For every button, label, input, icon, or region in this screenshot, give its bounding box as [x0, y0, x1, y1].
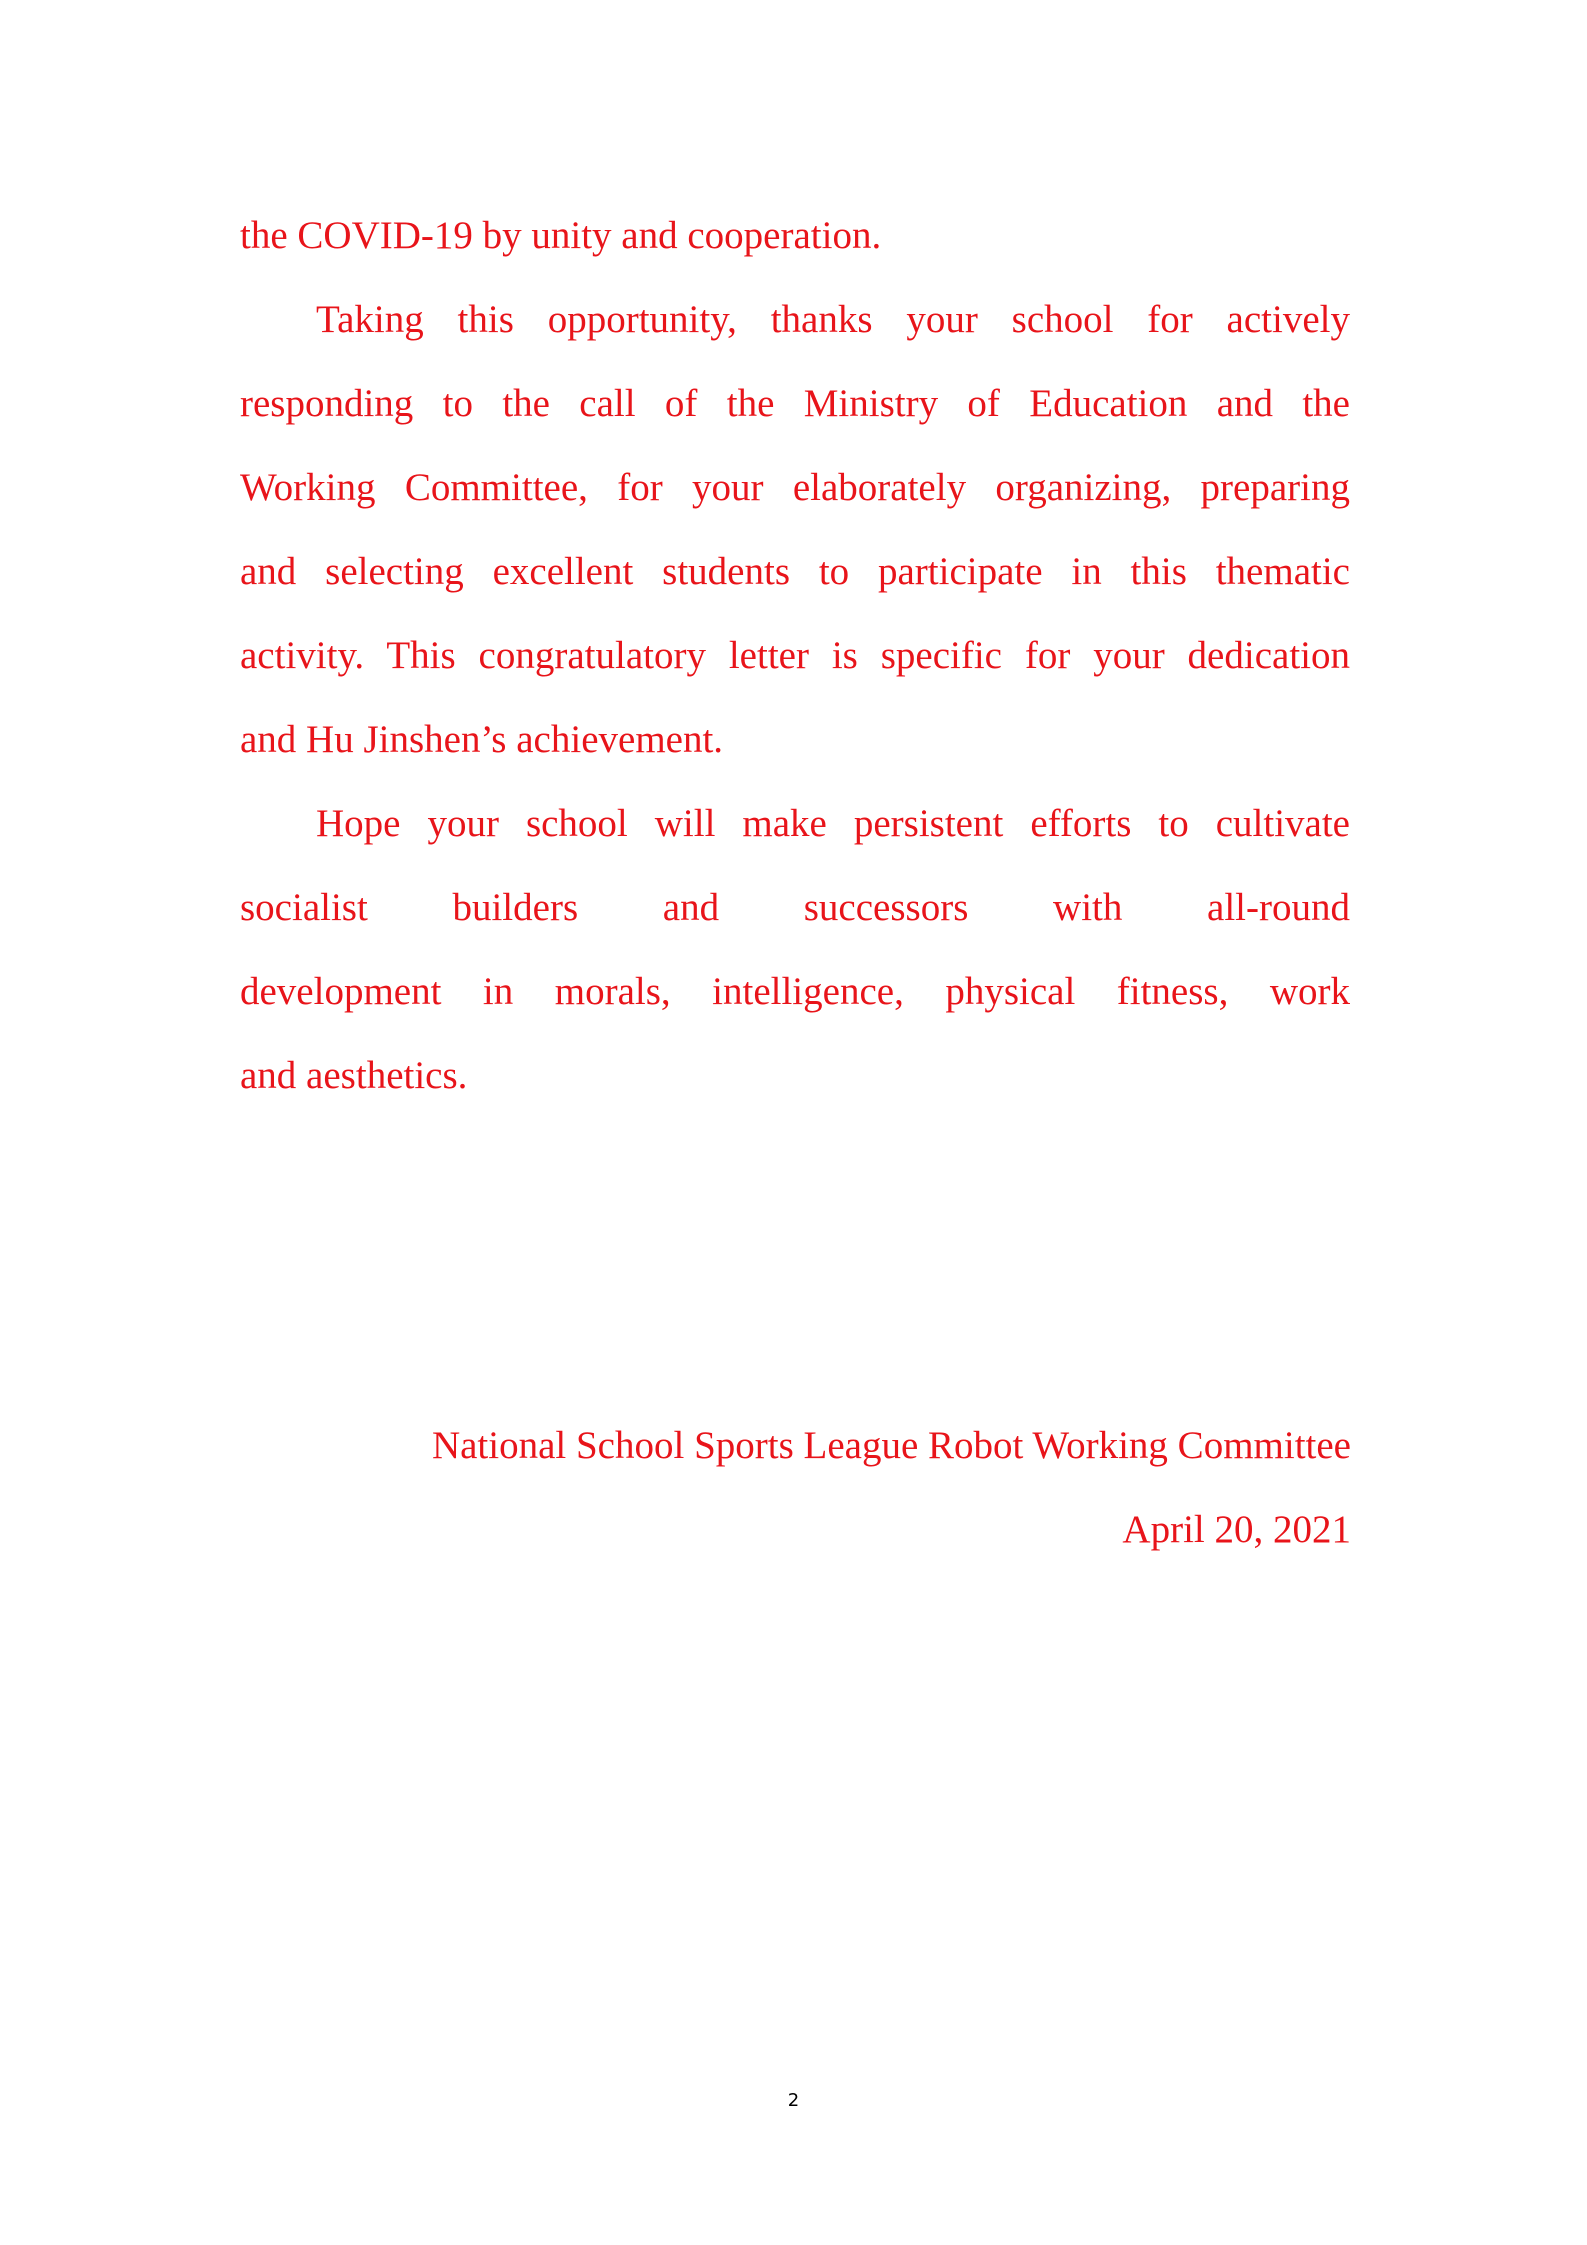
continuation-line: the COVID-19 by unity and cooperation. — [240, 214, 882, 257]
paragraph-3-line-3: development in morals, intelligence, physical fitness, work — [240, 970, 1350, 1013]
paragraph-2-line-5: activity. This congratulatory letter is specific for your dedication — [240, 634, 1350, 677]
signature-committee: National School Sports League Robot Working Committee — [431, 1424, 1351, 1467]
page-number: 2 — [787, 2090, 800, 2111]
signature-date: April 20, 2021 — [1122, 1508, 1351, 1551]
paragraph-2-line-2: responding to the call of the Ministry of Education and the — [240, 382, 1350, 425]
paragraph-2-line-1: Taking this opportunity, thanks your school for actively — [316, 298, 1350, 341]
paragraph-2-line-6: and Hu Jinshen’s achievement. — [240, 718, 724, 761]
paragraph-3-line-2: socialist builders and successors with all-round — [240, 886, 1350, 929]
paragraph-3-line-1: Hope your school will make persistent efforts to cultivate — [316, 802, 1350, 845]
paragraph-2-line-3: Working Committee, for your elaborately organizing, preparing — [240, 466, 1350, 509]
paragraph-2-line-4: and selecting excellent students to participate in this thematic — [240, 550, 1350, 593]
paragraph-3-line-4: and aesthetics. — [240, 1054, 468, 1097]
